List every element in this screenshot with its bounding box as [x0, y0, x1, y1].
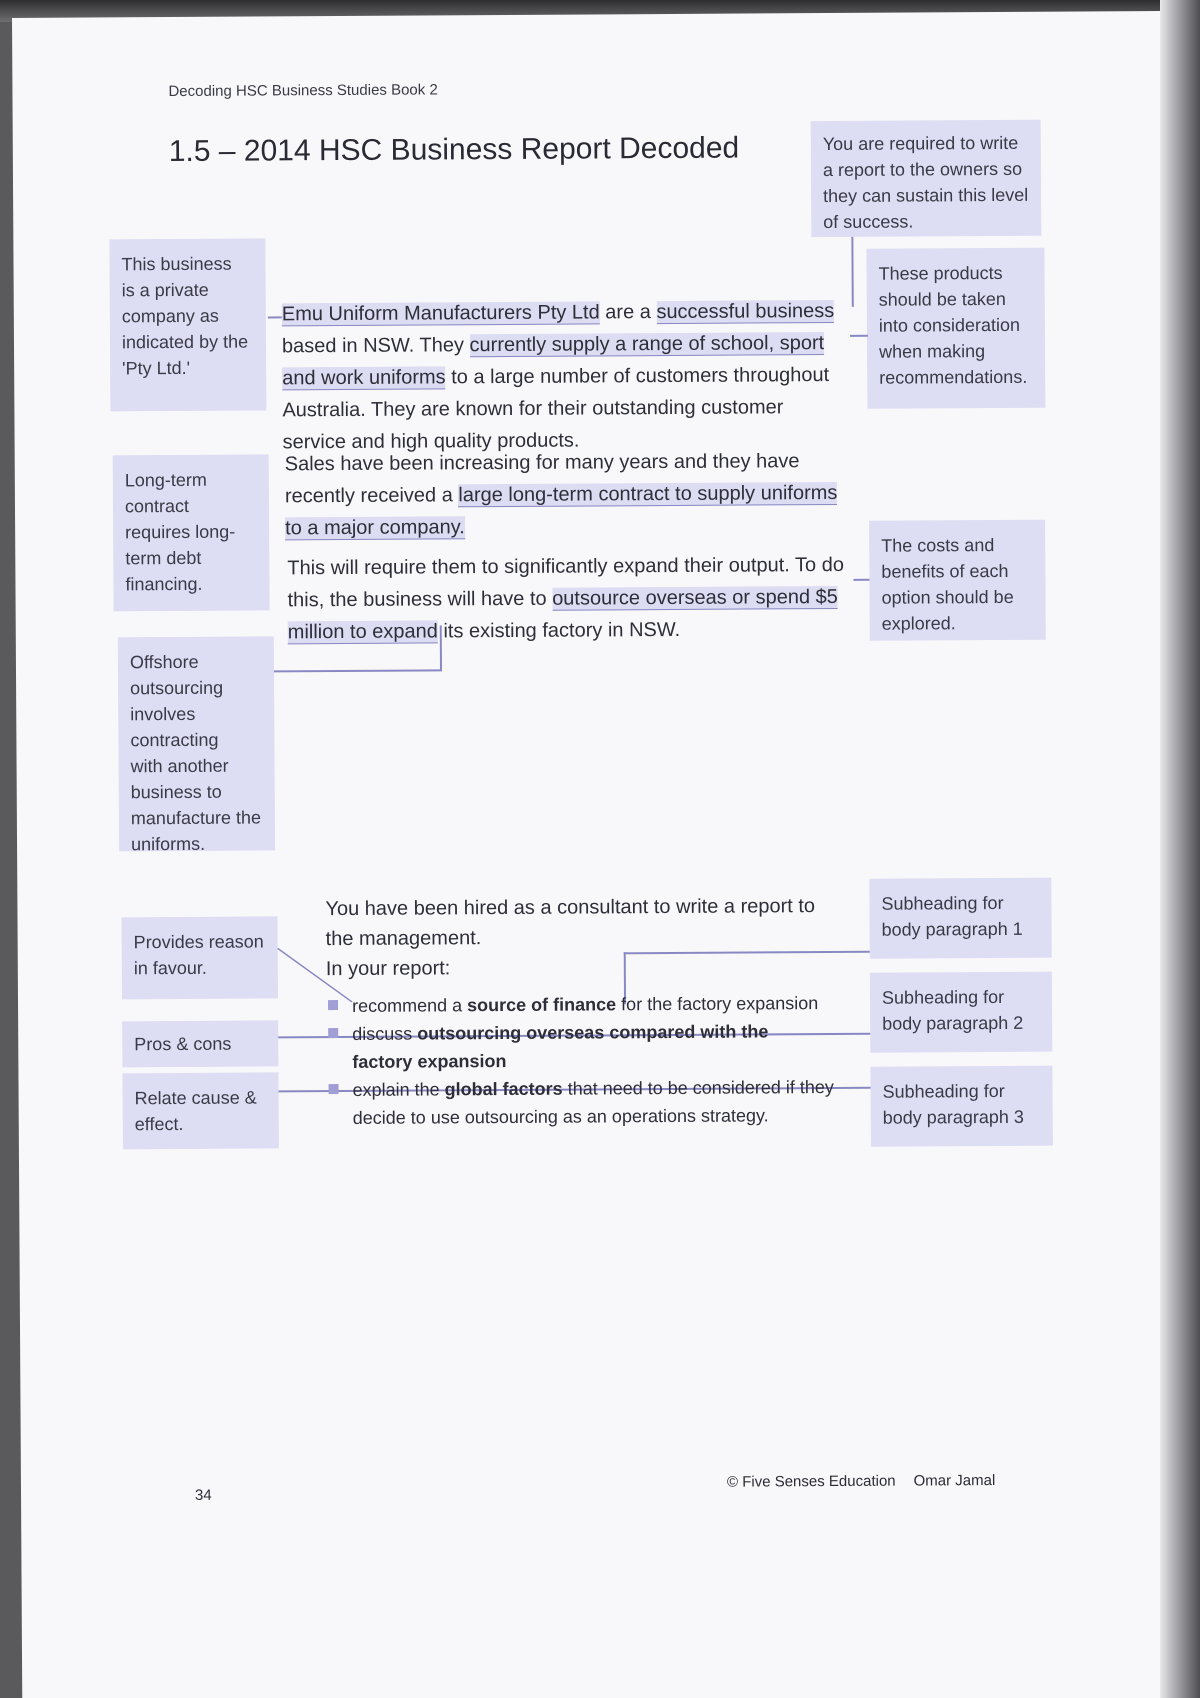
note-subheading-2: Subheading for body paragraph 2	[870, 972, 1052, 1053]
paragraph-expansion: This will require them to significantly expand their output. To do this, the business will have to outsource overseas or spend $5 million to expand its existing factory in NSW.	[287, 553, 845, 644]
note-costs-benefits: The costs and benefits of each option should be explored.	[869, 520, 1046, 641]
highlight-company-name: Emu Uniform Manufacturers Pty Ltd	[281, 301, 600, 326]
paragraph-sales: Sales have been increasing for many years and they have recently received a large long-term contract to supply uniforms to a major company.	[284, 450, 838, 540]
connector-line	[851, 237, 853, 307]
connector-line	[274, 669, 442, 672]
running-header: Decoding HSC Business Studies Book 2	[168, 81, 438, 101]
bullet-square-icon	[329, 1084, 339, 1094]
paper-sheet	[12, 11, 1182, 1698]
paragraph-intro: Emu Uniform Manufacturers Pty Ltd are a successful business based in NSW. They currently supply a range of school, sport and work uniforms to a large number of customers throughout Australia. They are known for their outstanding customer service and high quality products.	[281, 299, 835, 454]
note-pros-cons: Pros & cons	[122, 1020, 278, 1067]
bullet-square-icon	[328, 1000, 338, 1010]
note-private-company: This business is a private company as indicated by the 'Pty Ltd.'	[109, 238, 266, 411]
bullet-item: discuss outsourcing overseas compared with the	[328, 1017, 833, 1048]
connector-line	[268, 316, 282, 318]
note-products: These products should be taken into consideration when making recommendations.	[866, 248, 1045, 409]
connector-line	[853, 579, 869, 581]
note-offshore-outsourcing: Offshore outsourcing involves contracting with another business to manufacture the uniforms.	[118, 636, 275, 851]
bullet-item: explain the global factors that need to be considered if they	[328, 1073, 833, 1104]
task-bullet-list: recommend a source of finance for the factory expansion discuss outsourcing overseas compared with the factory expansion explain the global factors that need to be considered if they decide to use outsourcing as an operations strategy.	[328, 989, 834, 1132]
task-instructions: You have been hired as a consultant to write a report to the management. In your report:	[325, 895, 816, 981]
highlight-outsource: outsource overseas or spend $5	[552, 585, 838, 610]
bullet-square-icon	[328, 1028, 338, 1038]
highlight-contract: large long-term contract to supply uniforms	[458, 481, 838, 507]
bullet-item: recommend a source of finance for the factory expansion	[328, 989, 833, 1020]
note-subheading-3: Subheading for body paragraph 3	[870, 1066, 1052, 1147]
footer-copyright: © Five Senses Education Omar Jamal	[726, 1472, 996, 1491]
highlight-uniforms: and work uniforms	[282, 366, 446, 390]
page-title: 1.5 – 2014 HSC Business Report Decoded	[168, 131, 740, 169]
connector-line	[850, 335, 868, 337]
note-cause-effect: Relate cause & effect.	[122, 1072, 278, 1149]
note-provides-reason: Provides reason in favour.	[121, 916, 277, 999]
scan-right-edge	[1160, 0, 1200, 1698]
page-number: 34	[194, 1486, 212, 1504]
highlight-major-company: to a major company.	[285, 516, 465, 540]
note-long-term-contract: Long-term contract requires long- term debt financing.	[113, 454, 270, 611]
highlight-expand: million to expand	[287, 620, 438, 644]
note-report-required: You are required to write a report to the owners so they can sustain this level of success.	[811, 120, 1042, 237]
note-subheading-1: Subheading for body paragraph 1	[869, 878, 1051, 959]
highlight-products: currently supply a range of school, sport	[469, 332, 825, 357]
highlight-successful: successful business	[656, 299, 835, 324]
